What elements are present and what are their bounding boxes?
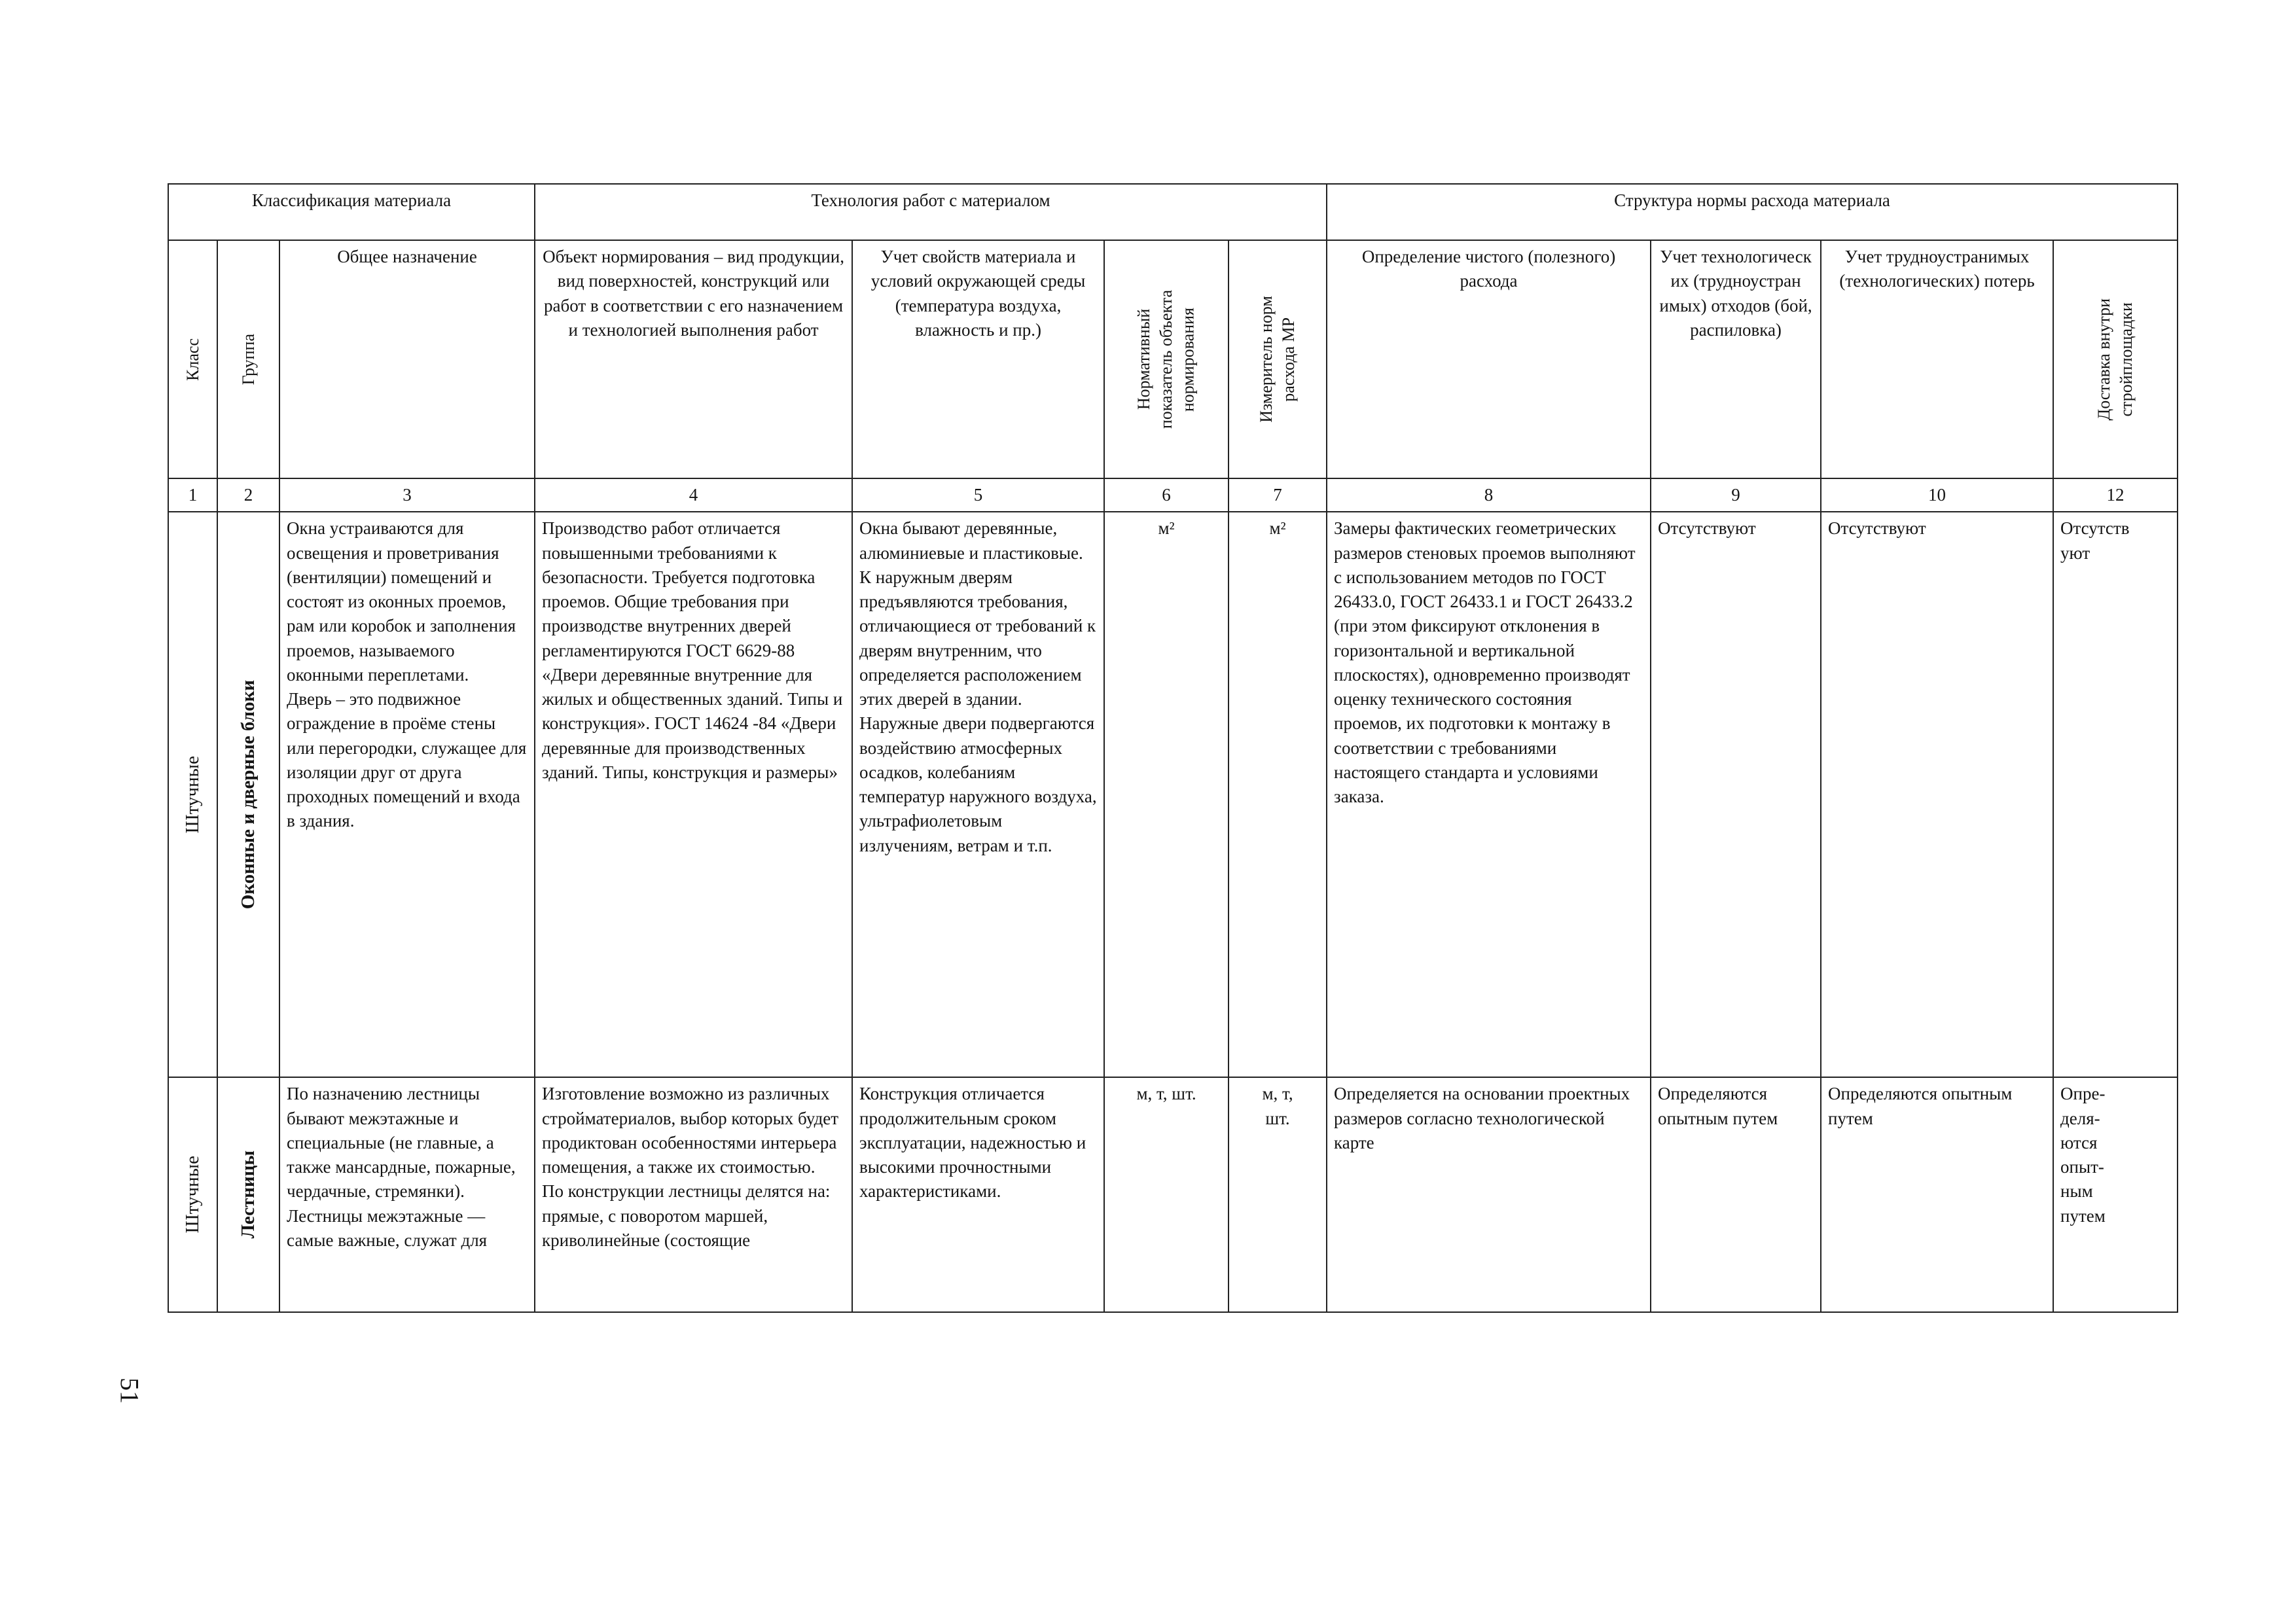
header-group: Группа	[238, 333, 258, 385]
row-delivery: Опре- деля- ются опыт- ным путем	[2053, 1077, 2178, 1312]
page-number-text: 51	[115, 1378, 145, 1404]
header-class: Класс	[183, 338, 202, 381]
row-normative: м²	[1104, 512, 1229, 1077]
header-purpose: Общее назначение	[279, 240, 535, 478]
row-tech-waste: Определяются опытным путем	[1651, 1077, 1821, 1312]
section-structure: Структура нормы расхода материала	[1327, 184, 2178, 240]
header-object: Объект нормирования – вид продукции, вид поверхностей, конструкций или работ в соответствии с его назначением и технологией выполнения работ	[535, 240, 852, 478]
class-cell	[168, 512, 217, 1077]
section-classification: Классификация материала	[168, 184, 535, 240]
column-number: 4	[535, 478, 852, 512]
table-row	[168, 1077, 2178, 1312]
material-norm-table	[168, 183, 2178, 1313]
row-tech-losses: Отсутствуют	[1821, 512, 2053, 1077]
row-class: Штучные	[181, 1156, 203, 1234]
row-normative: м, т, шт.	[1104, 1077, 1229, 1312]
row-class: Штучные	[181, 755, 203, 834]
header-delivery: Доставка внутри стройплощадки	[2094, 298, 2136, 421]
header-normative-cell	[1104, 240, 1229, 478]
row-properties: Окна бывают деревянные, алюминиевые и пластиковые. К наружным дверям предъявляются требования, отличающиеся от требований к дверям внутренним, что определяется расположением этих дверей в здании. Наружные двери подвергаются воздействию атмосферных осадков, колебаниям температур наружного воздуха, ультрафиолетовым излучениям, ветрам и т.п.	[852, 512, 1104, 1077]
header-group-cell	[217, 240, 279, 478]
table-row	[168, 512, 2178, 1077]
column-number: 5	[852, 478, 1104, 512]
group-cell	[217, 512, 279, 1077]
header-tech-waste: Учет технологическ их (трудноустран имых) отходов (бой, распиловка)	[1651, 240, 1821, 478]
row-object: Производство работ отличается повышенными требованиями к безопасности. Требуется подготовка проемов. Общие требования при производстве внутренних дверей регламентируются ГОСТ 6629-88 «Двери деревянные внутренние для жилых и общественных зданий. Типы и конструкция». ГОСТ 14624 -84 «Двери деревянные для производственных зданий. Типы, конструкция и размеры»	[535, 512, 852, 1077]
section-header-row	[168, 184, 2178, 240]
header-meter: Измеритель норм расхода МР	[1257, 296, 1299, 423]
column-header-row	[168, 240, 2178, 478]
row-purpose: По назначению лестницы бывают межэтажные и специальные (не главные, а также мансардные, пожарные, чердачные, стремянки). Лестницы межэтажные — самые важные, служат для	[279, 1077, 535, 1312]
row-object: Изготовление возможно из различных стройматериалов, выбор которых будет продиктован особенностями интерьера помещения, а также их стоимостью. По конструкции лестницы делятся на: прямые, с поворотом маршей, криволинейные (состоящие	[535, 1077, 852, 1312]
page-number	[110, 1361, 149, 1420]
column-number-row	[168, 478, 2178, 512]
header-properties: Учет свойств материала и условий окружающей среды (температура воздуха, влажность и пр.)	[852, 240, 1104, 478]
header-net: Определение чистого (полезного) расхода	[1327, 240, 1651, 478]
column-number: 6	[1104, 478, 1229, 512]
header-class-cell	[168, 240, 217, 478]
header-meter-cell	[1229, 240, 1327, 478]
row-meter: м²	[1229, 512, 1327, 1077]
column-number: 8	[1327, 478, 1651, 512]
column-number: 12	[2053, 478, 2178, 512]
column-number: 1	[168, 478, 217, 512]
row-net: Замеры фактических геометрических размеров стеновых проемов выполняют с использованием методов по ГОСТ 26433.0, ГОСТ 26433.1 и ГОСТ 26433.2 (при этом фиксируют отклонения в горизонтальной и вертикальной плоскостях), одновременно производят оценку технического состояния проемов, их подготовки к монтажу в соответствии с требованиями настоящего стандарта и условиями заказа.	[1327, 512, 1651, 1077]
column-number: 7	[1229, 478, 1327, 512]
column-number: 3	[279, 478, 535, 512]
column-number: 10	[1821, 478, 2053, 512]
row-tech-losses: Определяются опытным путем	[1821, 1077, 2053, 1312]
row-meter: м, т, шт.	[1229, 1077, 1327, 1312]
header-delivery-cell	[2053, 240, 2178, 478]
group-cell	[217, 1077, 279, 1312]
row-tech-waste: Отсутствуют	[1651, 512, 1821, 1077]
column-number: 9	[1651, 478, 1821, 512]
class-cell	[168, 1077, 217, 1312]
row-group: Лестницы	[237, 1150, 259, 1240]
row-delivery: Отсутств уют	[2053, 512, 2178, 1077]
row-properties: Конструкция отличается продолжительным сроком эксплуатации, надежностью и высокими прочностными характеристиками.	[852, 1077, 1104, 1312]
row-net: Определяется на основании проектных размеров согласно технологической карте	[1327, 1077, 1651, 1312]
section-technology: Технология работ с материалом	[535, 184, 1327, 240]
header-normative: Нормативный показатель объекта нормирования	[1134, 289, 1198, 429]
row-group: Оконные и дверные блоки	[237, 680, 259, 910]
header-tech-losses: Учет трудноустранимых (технологических) потерь	[1821, 240, 2053, 478]
row-purpose: Окна устраиваются для освещения и проветривания (вентиляции) помещений и состоят из оконных проемов, рам или коробок и заполнения проемов, называемого оконными переплетами. Дверь – это подвижное ограждение в проёме стены или перегородки, служащее для изоляции друг от друга проходных помещений и входа в здания.	[279, 512, 535, 1077]
column-number: 2	[217, 478, 279, 512]
